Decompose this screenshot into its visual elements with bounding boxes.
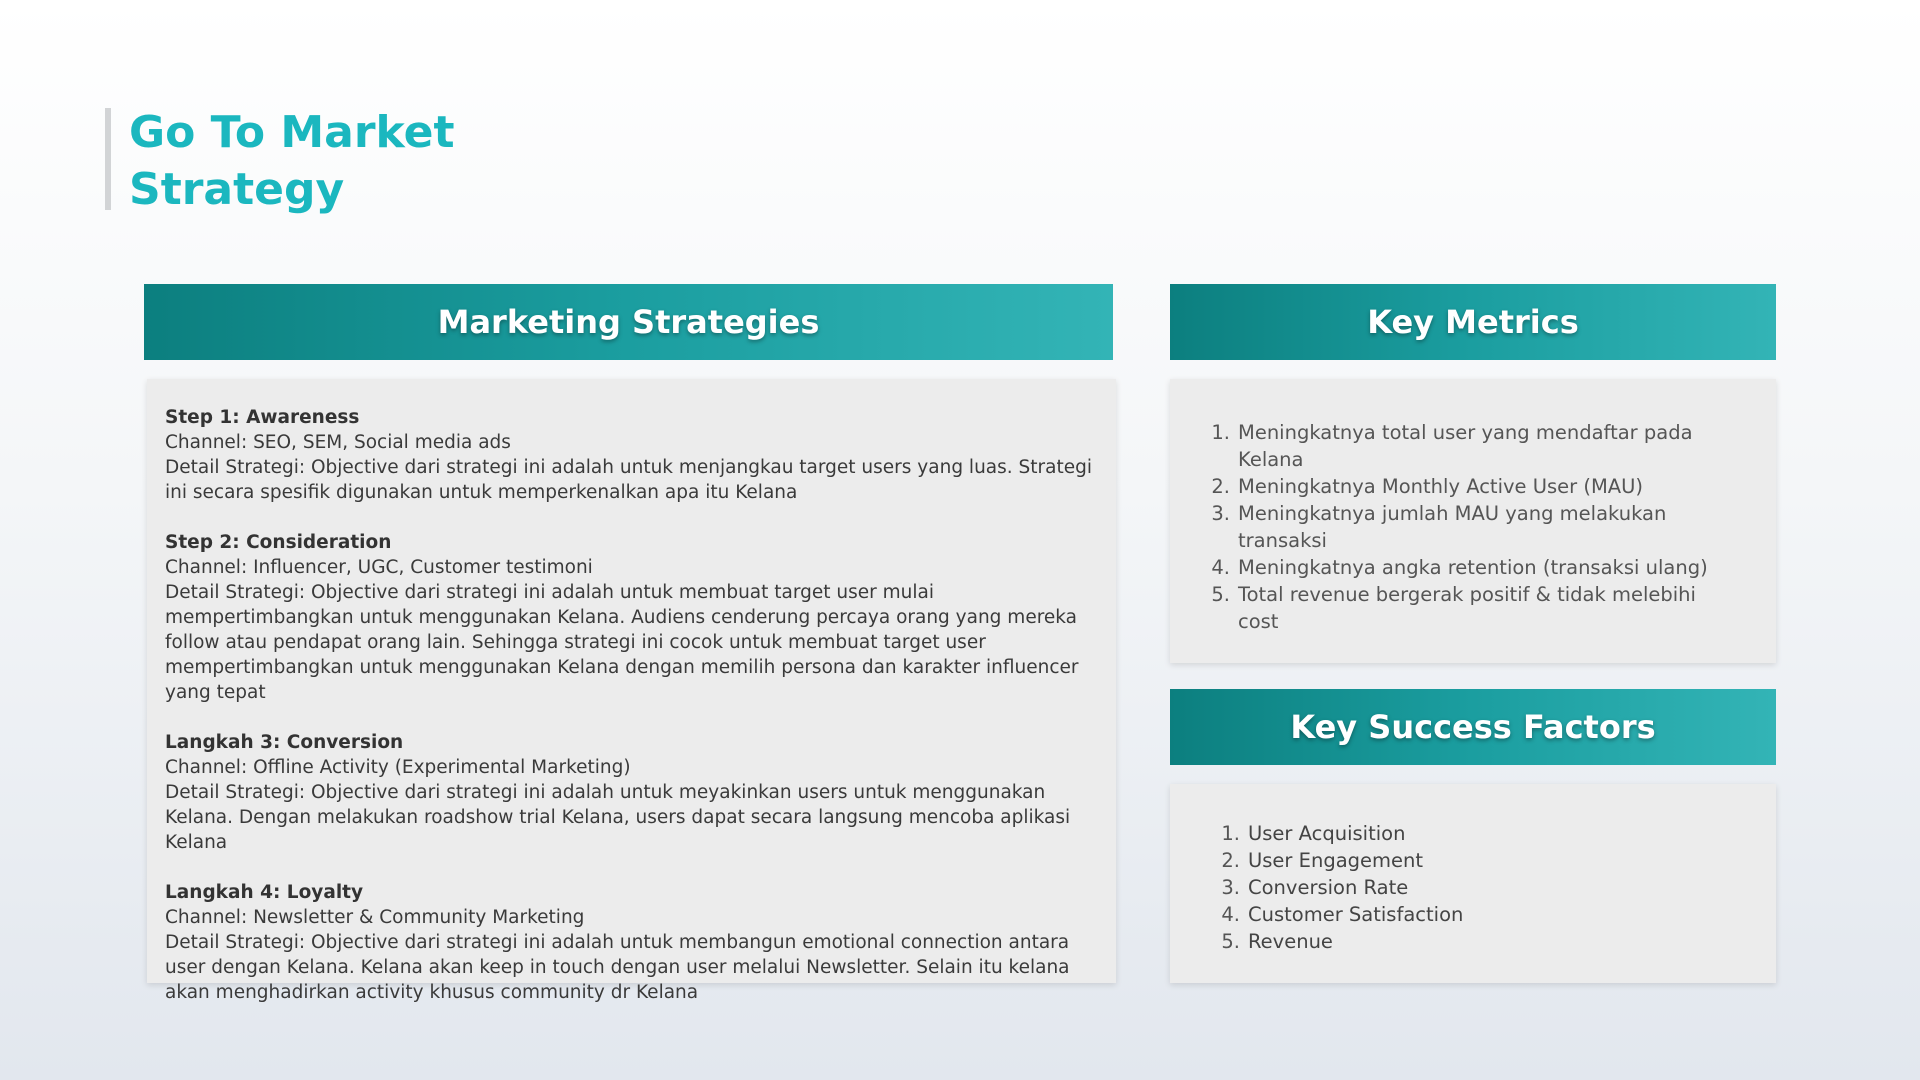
list-number: 5.: [1211, 583, 1230, 606]
list-item: [1210, 554, 1730, 581]
title-block: [105, 107, 549, 215]
step-detail: Detail Strategi: Objective dari strategi ini adalah untuk meyakinkan users untuk menggunakan Kelana. Dengan melakukan roadshow trial Kelana, users dapat secara langsung mencoba aplikasi Kelana: [165, 782, 1071, 853]
page-title-line2: Strategy: [129, 164, 345, 215]
list-text: Meningkatnya Monthly Active User (MAU): [1238, 475, 1644, 498]
step-title: Step 1: Awareness: [165, 407, 360, 428]
strategy-step: [165, 530, 1098, 705]
list-number: 3.: [1211, 502, 1230, 525]
list-item: [1210, 473, 1730, 500]
key-metrics-header: [1170, 284, 1776, 360]
list-item: [1210, 500, 1730, 554]
key-success-factors-title: Key Success Factors: [1290, 708, 1656, 746]
list-item: [1220, 874, 1756, 901]
step-detail: Detail Strategi: Objective dari strategi ini adalah untuk membuat target user mulai mempertimbangkan untuk menggunakan Kelana. Audiens cenderung percaya orang yang mereka follow atau pendapat orang lain. Sehingga strategi ini cocok untuk membuat target user mempertimbangkan untuk menggunakan Kelana dengan memilih persona dan karakter influencer yang tepat: [165, 582, 1079, 703]
list-number: 2.: [1221, 849, 1240, 872]
marketing-strategies-panel: [147, 379, 1116, 1003]
strategy-step: [165, 880, 1098, 1005]
marketing-strategies-header: [144, 284, 1113, 360]
list-text: Total revenue bergerak positif & tidak melebihi cost: [1238, 583, 1696, 633]
list-text: Customer Satisfaction: [1248, 903, 1464, 926]
list-text: Meningkatnya jumlah MAU yang melakukan transaksi: [1238, 502, 1667, 552]
step-title: Step 2: Consideration: [165, 532, 392, 553]
list-text: Conversion Rate: [1248, 876, 1409, 899]
step-channel: Channel: Influencer, UGC, Customer testimoni: [165, 557, 593, 578]
list-item: [1220, 847, 1756, 874]
list-text: Meningkatnya angka retention (transaksi ulang): [1238, 556, 1708, 579]
key-success-factors-list: [1220, 820, 1756, 955]
step-channel: Channel: Offline Activity (Experimental Marketing): [165, 757, 631, 778]
list-text: Meningkatnya total user yang mendaftar pada Kelana: [1238, 421, 1693, 471]
list-text: User Engagement: [1248, 849, 1424, 872]
list-number: 4.: [1211, 556, 1230, 579]
list-number: 2.: [1211, 475, 1230, 498]
list-item: [1220, 928, 1756, 955]
step-channel: Channel: SEO, SEM, Social media ads: [165, 432, 511, 453]
key-success-factors-panel: [1170, 784, 1776, 983]
step-detail: Detail Strategi: Objective dari strategi ini adalah untuk membangun emotional connection antara user dengan Kelana. Kelana akan keep in touch dengan user melalui Newsletter. Selain itu kelana akan menghadirkan activity khusus community dr Kelana: [165, 932, 1070, 1003]
list-number: 5.: [1221, 930, 1240, 953]
strategy-step: [165, 730, 1098, 855]
step-title: Langkah 4: Loyalty: [165, 882, 364, 903]
list-number: 3.: [1221, 876, 1240, 899]
step-channel: Channel: Newsletter & Community Marketing: [165, 907, 585, 928]
step-detail: Detail Strategi: Objective dari strategi ini adalah untuk menjangkau target users yang luas. Strategi ini secara spesifik digunakan untuk memperkenalkan apa itu Kelana: [165, 457, 1092, 503]
step-title: Langkah 3: Conversion: [165, 732, 404, 753]
key-metrics-panel: [1170, 379, 1776, 663]
list-item: [1210, 419, 1730, 473]
key-success-factors-header: [1170, 689, 1776, 765]
list-number: 1.: [1221, 822, 1240, 845]
page-title: [129, 104, 549, 218]
list-item: [1210, 581, 1730, 635]
list-text: Revenue: [1248, 930, 1333, 953]
key-metrics-list: [1210, 419, 1730, 635]
list-item: [1220, 820, 1756, 847]
list-text: User Acquisition: [1248, 822, 1406, 845]
strategy-step: [165, 405, 1098, 505]
list-number: 1.: [1211, 421, 1230, 444]
list-item: [1220, 901, 1756, 928]
marketing-strategies-title: Marketing Strategies: [437, 303, 820, 341]
page-title-line1: Go To Market: [129, 107, 455, 158]
key-metrics-title: Key Metrics: [1367, 303, 1579, 341]
list-number: 4.: [1221, 903, 1240, 926]
